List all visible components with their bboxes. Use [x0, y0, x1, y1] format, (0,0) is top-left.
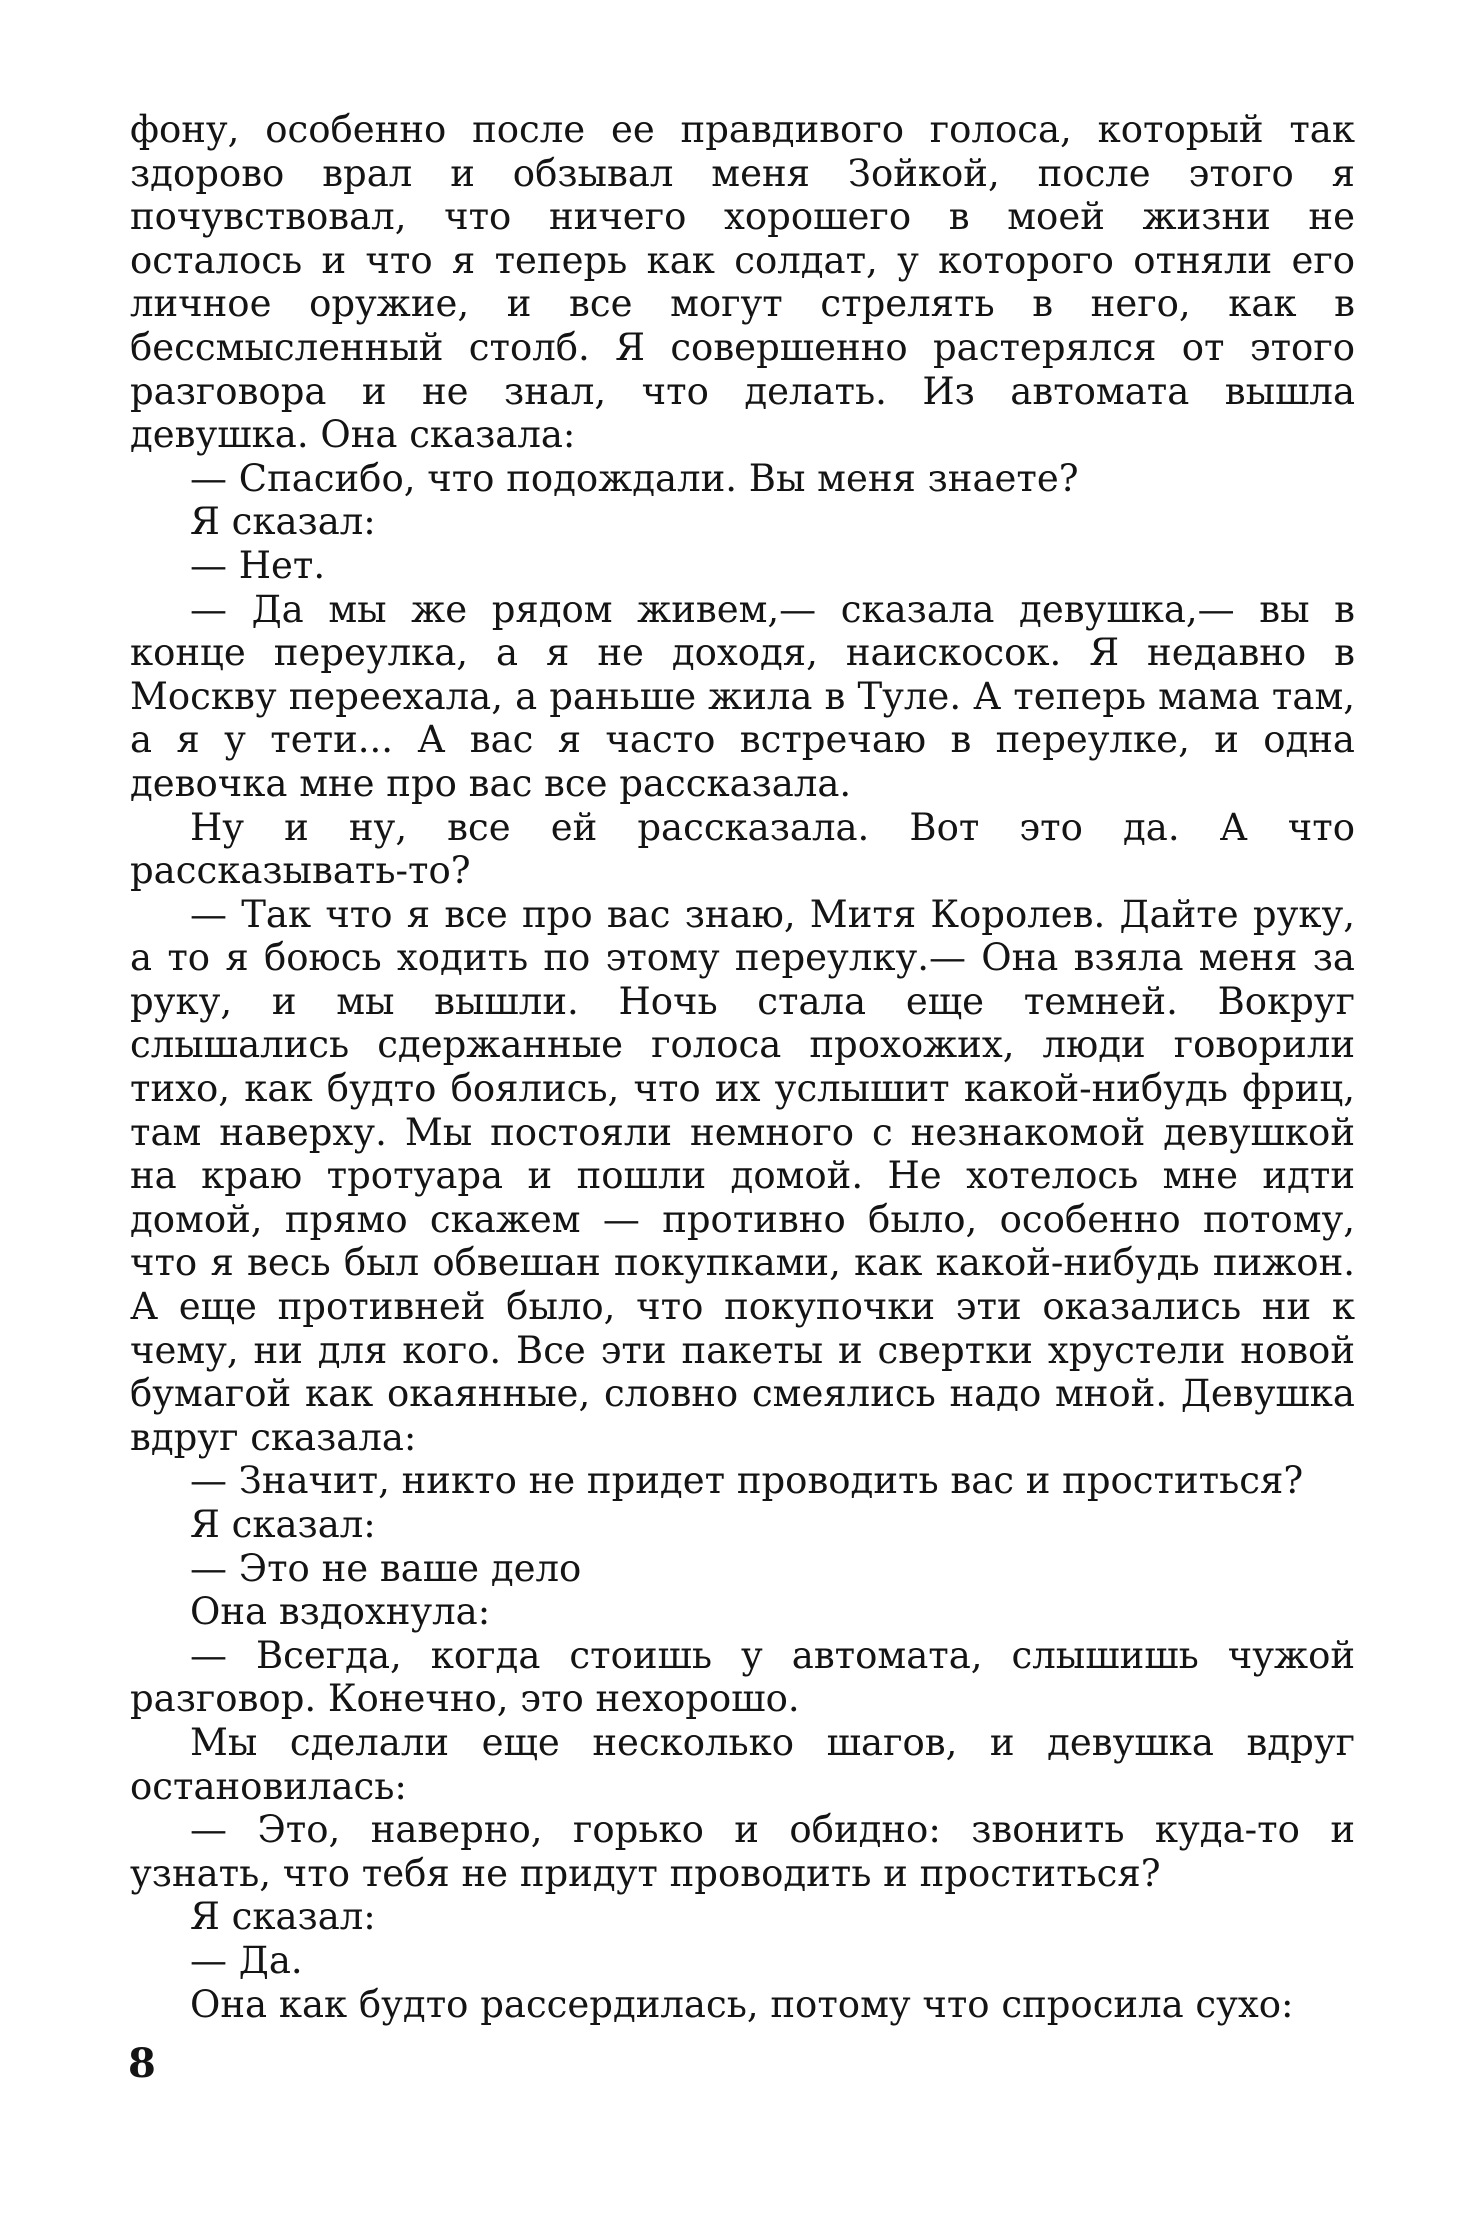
paragraph: — Всегда, когда стоишь у автомата, слышишь чужой разговор. Конечно, это нехорошо.	[130, 1633, 1355, 1721]
paragraph: — Так что я все про вас знаю, Митя Королев. Дайте руку, а то я боюсь ходить по этому переулку.— Она взяла меня за руку, и мы вышли. Ночь стала еще темней. Вокруг слышались сдержанные голоса прохожих, люди говорили тихо, как будто боялись, что их услышит какой-нибудь фриц, там наверху. Мы постояли немного с незнакомой девушкой на краю тротуара и пошли домой. Не хотелось мне идти домой, прямо скажем — противно было, особенно потому, что я весь был обвешан покупками, как какой-нибудь пижон. А еще противней было, что покупочки эти оказались ни к чему, ни для кого. Все эти пакеты и свертки хрустели новой бумагой как окаянные, словно смеялись надо мной. Девушка вдруг сказала:	[130, 892, 1355, 1459]
paragraph: — Значит, никто не придет проводить вас и проститься?	[190, 1459, 1304, 1503]
paragraph: — Это не ваше дело	[190, 1546, 582, 1590]
paragraph: Она как будто рассердилась, потому что спросила сухо:	[190, 1982, 1294, 2026]
paragraph: — Да мы же рядом живем,— сказала девушка,— вы в конце переулка, а я не доходя, наискосок. Я недавно в Москву переехала, а раньше жила в Туле. А теперь мама там, а я у тети... А вас я часто встречаю в переулке, и одна девочка мне про вас все рассказала.	[130, 587, 1355, 805]
paragraph: — Нет.	[190, 543, 326, 587]
paragraph: Я сказал:	[190, 500, 376, 544]
paragraph: Ну и ну, все ей рассказала. Вот это да. А что рассказывать-то?	[130, 805, 1355, 893]
paragraph: Я сказал:	[190, 1895, 376, 1939]
paragraph: Она вздохнула:	[190, 1590, 491, 1634]
paragraph: фону, особенно после ее правдивого голоса, который так здорово врал и обзывал меня Зойкой, после этого я почувствовал, что ничего хорошего в моей жизни не осталось и что я теперь как солдат, у которого отняли его личное оружие, и все могут стрелять в него, как в бессмысленный столб. Я совершенно растерялся от этого разговора и не знал, что делать. Из автомата вышла девушка. Она сказала:	[130, 108, 1355, 457]
paragraph: — Да.	[190, 1938, 303, 1982]
page-body	[130, 108, 1355, 2026]
paragraph: Я сказал:	[190, 1503, 376, 1546]
paragraph: — Спасибо, что подождали. Вы меня знаете?	[190, 456, 1079, 500]
paragraph: — Это, наверно, горько и обидно: звонить куда-то и узнать, что тебя не придут проводить и проститься?	[130, 1808, 1355, 1895]
page-number: 8	[128, 2040, 156, 2087]
paragraph: Мы сделали еще несколько шагов, и девушка вдруг остановилась:	[130, 1720, 1355, 1808]
